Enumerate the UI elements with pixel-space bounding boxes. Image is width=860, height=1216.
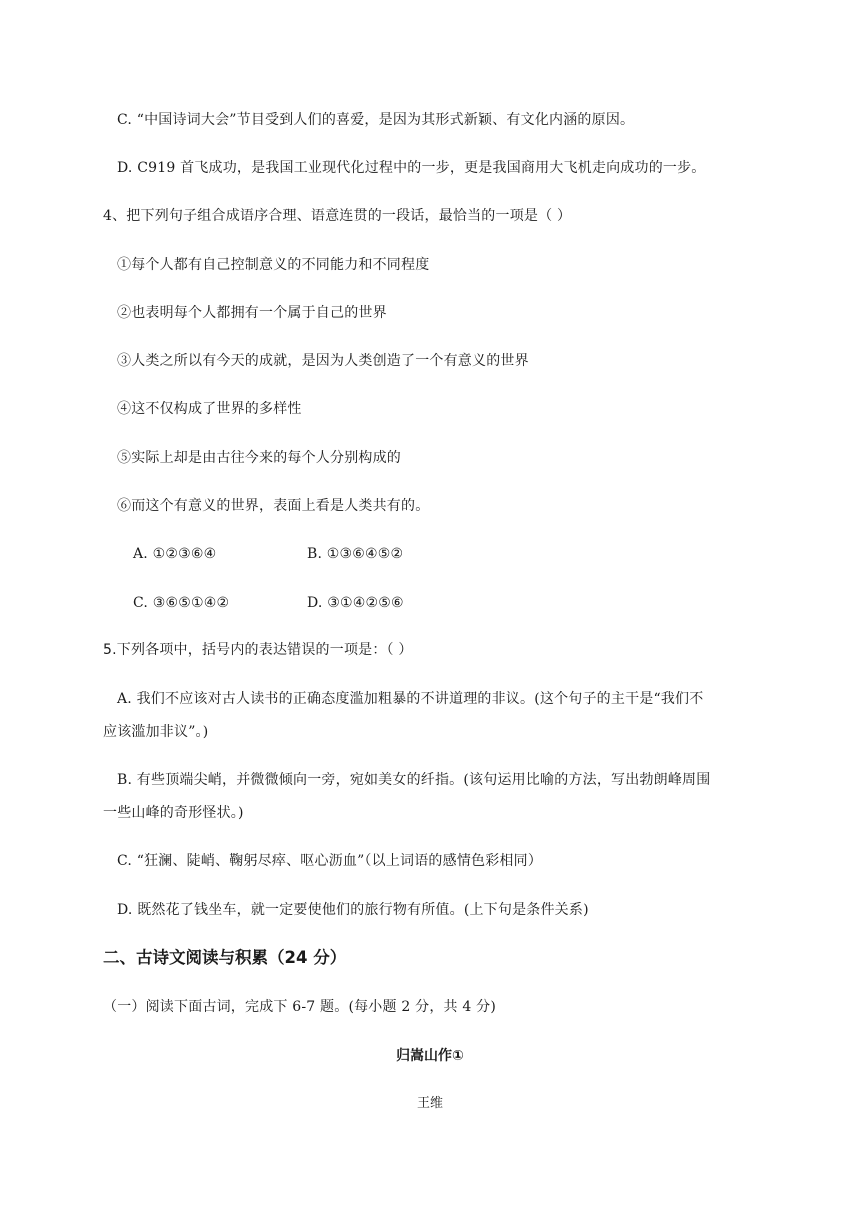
q5-option-b-line1: B. 有些顶端尖峭，并微微倾向一旁，宛如美女的纤指。(该句运用比喻的方法，写出勃朗峰周围 — [117, 772, 711, 788]
q4-option-b: B. ①③⑥④⑤② — [307, 546, 404, 562]
q5-option-a-line2: 应该滥加非议”。) — [103, 724, 209, 740]
q5-option-d: D. 既然花了钱坐车，就一定要使他们的旅行物有所值。(上下句是条件关系) — [117, 902, 589, 918]
q4-sentence-5: ⑤实际上却是由古往今来的每个人分别构成的 — [117, 450, 401, 466]
q4-sentence-2: ②也表明每个人都拥有一个属于自己的世界 — [117, 305, 387, 321]
q5-option-b-line2: 一些山峰的奇形怪状。) — [103, 805, 244, 821]
q4-sentence-6: ⑥而这个有意义的世界，表面上看是人类共有的。 — [117, 498, 430, 514]
q4-option-a: A. ①②③⑥④ — [133, 546, 217, 562]
q5-option-c: C. “狂澜、陡峭、鞠躬尽瘁、呕心沥血”（以上词语的感情色彩相同） — [117, 853, 543, 869]
poem-author: 王维 — [416, 1096, 443, 1111]
q4-question: 4、把下列句子组合成语序合理、语意连贯的一段话，最恰当的一项是（ ） — [103, 208, 572, 224]
poem-title: 归嵩山作① — [396, 1048, 464, 1064]
q3-option-d: D. C919 首飞成功，是我国工业现代化过程中的一步，更是我国商用大飞机走向成功的一步。 — [117, 160, 706, 176]
section-intro: （一）阅读下面古词，完成下 6-7 题。(每小题 2 分，共 4 分) — [103, 999, 496, 1015]
q5-question: 5.下列各项中，括号内的表达错误的一项是：（ ） — [103, 642, 413, 658]
q4-sentence-1: ①每个人都有自己控制意义的不同能力和不同程度 — [117, 257, 430, 273]
q4-option-d: D. ③①④②⑤⑥ — [307, 595, 404, 611]
q4-sentence-3: ③人类之所以有今天的成就，是因为人类创造了一个有意义的世界 — [117, 353, 529, 369]
q5-option-a-line1: A. 我们不应该对古人读书的正确态度滥加粗暴的不讲道理的非议。(这个句子的主干是“我们不 — [117, 691, 704, 707]
q4-sentence-4: ④这不仅构成了世界的多样性 — [117, 401, 302, 417]
q3-option-c: C. “中国诗词大会”节目受到人们的喜爱，是因为其形式新颖、有文化内涵的原因。 — [117, 112, 635, 128]
q4-option-c: C. ③⑥⑤①④② — [133, 595, 230, 611]
section-heading: 二、古诗文阅读与积累（24 分） — [103, 948, 347, 967]
